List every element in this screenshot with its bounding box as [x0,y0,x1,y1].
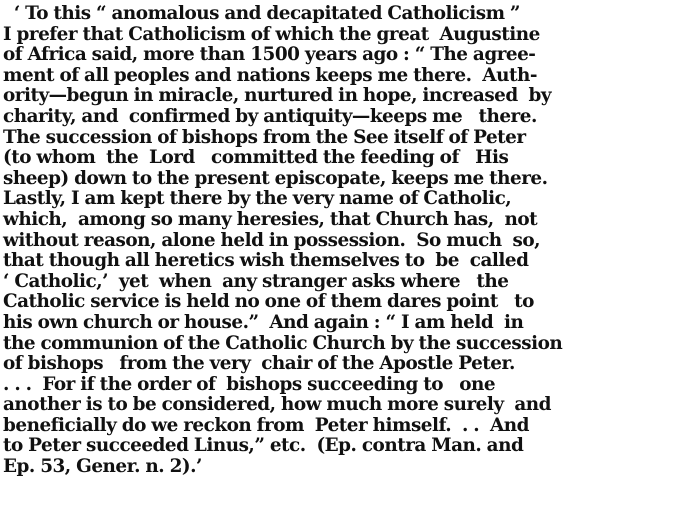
text-line: ority—begun in miracle, nurtured in hope, increased by [3,85,552,107]
text-line: that though all heretics wish themselves to be called [3,250,529,272]
text-line: another is to be considered, how much more surely and [3,394,551,416]
text-line: his own church or house.” And again : “ I am held in [3,311,524,333]
text-line: ‘ To this “ anomalous and decapitated Catholicism ” [3,3,521,24]
text-line: (to whom the Lord committed the feeding of His [3,147,509,169]
text-line: without reason, alone held in possession. So much so, [3,229,541,251]
text-line: the communion of the Catholic Church by the succession [3,332,563,354]
text-line: ‘ Catholic,’ yet when any stranger asks where the [3,270,509,292]
text-line: Catholic service is held no one of them dares point to [3,291,534,313]
text-line: Lastly, I am kept there by the very name of Catholic, [3,188,512,210]
article-text [3,4,683,478]
text-line: of bishops from the very chair of the Apostle Peter. [3,353,515,375]
text-line: sheep) down to the present episcopate, keeps me there. [3,167,548,189]
text-line: of Africa said, more than 1500 years ago : “ The agree- [3,44,536,66]
text-line: I prefer that Catholicism of which the great Augustine [3,23,540,45]
text-line: to Peter succeeded Linus,” etc. (Ep. contra Man. and [3,435,524,457]
text-line: ment of all peoples and nations keeps me there. Auth- [3,64,537,86]
text-line: Ep. 53, Gener. n. 2).’ [3,456,202,478]
text-line: which, among so many heresies, that Church has, not [3,208,538,230]
text-line: charity, and confirmed by antiquity—keeps me there. [3,105,537,127]
text-line: The succession of bishops from the See itself of Peter [3,126,526,148]
text-line: beneficially do we reckon from Peter himself. . . And [3,414,530,436]
text-line: . . . For if the order of bishops succeeding to one [3,373,496,395]
